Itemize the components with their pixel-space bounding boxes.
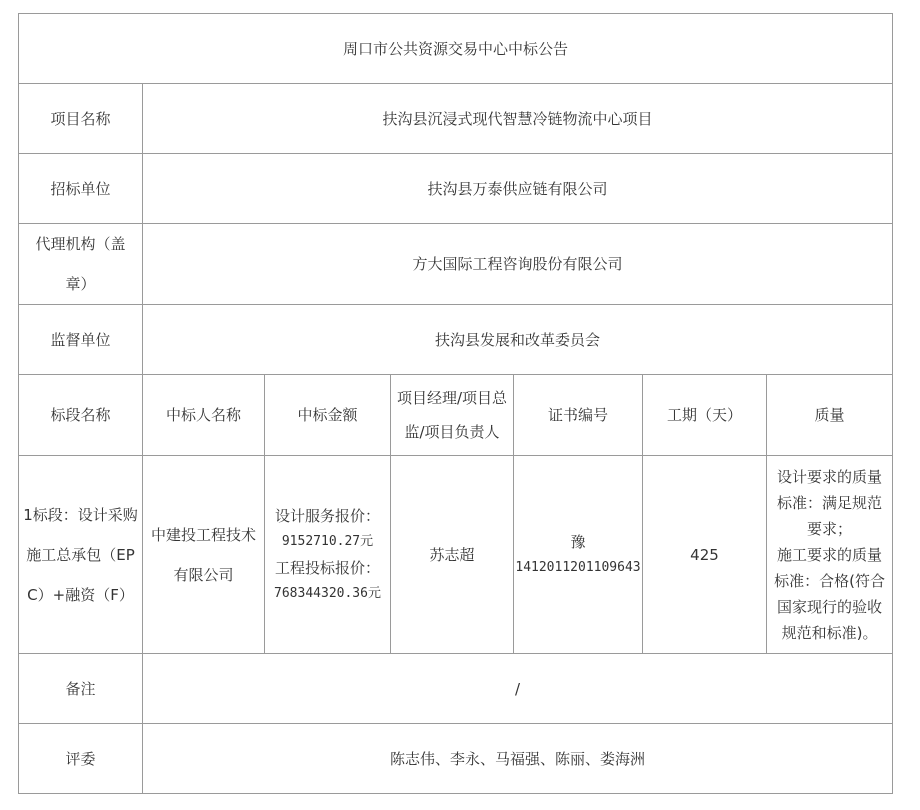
manager-cell: 苏志超 xyxy=(391,456,514,654)
header-manager: 项目经理/项目总监/项目负责人 xyxy=(391,375,514,456)
amount-line: 768344320.36元 xyxy=(274,585,381,601)
bid-result-row xyxy=(19,456,893,654)
agency-row xyxy=(19,224,893,305)
bid-award-notice-table xyxy=(18,13,893,794)
tenderer-label: 招标单位 xyxy=(19,154,143,224)
agency-label: 代理机构（盖章） xyxy=(19,224,143,305)
project-name-row xyxy=(19,84,893,154)
winner-cell: 中建投工程技术有限公司 xyxy=(143,456,265,654)
amount-line: 工程投标报价： xyxy=(274,558,380,577)
notice-title: 周口市公共资源交易中心中标公告 xyxy=(19,14,893,84)
supervisor-row xyxy=(19,305,893,375)
supervisor-label: 监督单位 xyxy=(19,305,143,375)
quality-line: 规范和标准)。 xyxy=(781,623,878,642)
header-certificate: 证书编号 xyxy=(514,375,643,456)
amount-cell xyxy=(265,456,391,654)
remarks-row xyxy=(19,654,893,724)
project-name-value: 扶沟县沉浸式现代智慧冷链物流中心项目 xyxy=(143,84,893,154)
tenderer-value: 扶沟县万泰供应链有限公司 xyxy=(143,154,893,224)
quality-line: 要求； xyxy=(807,519,853,538)
tenderer-row xyxy=(19,154,893,224)
reviewers-row xyxy=(19,724,893,794)
duration-cell: 425 xyxy=(643,456,767,654)
amount-line: 9152710.27元 xyxy=(281,533,374,549)
quality-line: 标准：满足规范 xyxy=(777,493,883,512)
header-winner: 中标人名称 xyxy=(143,375,265,456)
certificate-line: 豫 xyxy=(570,532,586,551)
supervisor-value: 扶沟县发展和改革委员会 xyxy=(143,305,893,375)
project-name-label: 项目名称 xyxy=(19,84,143,154)
quality-line: 标准：合格(符合 xyxy=(774,571,885,590)
amount-line: 设计服务报价： xyxy=(274,506,380,525)
reviewers-value: 陈志伟、李永、马福强、陈丽、娄海洲 xyxy=(143,724,893,794)
quality-line: 国家现行的验收 xyxy=(777,597,883,616)
remarks-label: 备注 xyxy=(19,654,143,724)
reviewers-label: 评委 xyxy=(19,724,143,794)
header-section: 标段名称 xyxy=(19,375,143,456)
header-duration: 工期（天） xyxy=(643,375,767,456)
remarks-value: / xyxy=(143,654,893,724)
header-amount: 中标金额 xyxy=(265,375,391,456)
certificate-line: 1412011201109643 xyxy=(515,559,641,575)
agency-value: 方大国际工程咨询股份有限公司 xyxy=(143,224,893,305)
title-row xyxy=(19,14,893,84)
quality-cell xyxy=(767,456,893,654)
column-header-row xyxy=(19,375,893,456)
quality-line: 设计要求的质量 xyxy=(777,467,883,486)
section-name-cell: 1标段：设计采购施工总承包（EPC）+融资（F） xyxy=(19,456,143,654)
certificate-cell xyxy=(514,456,643,654)
quality-line: 施工要求的质量 xyxy=(777,545,883,564)
header-quality: 质量 xyxy=(767,375,893,456)
